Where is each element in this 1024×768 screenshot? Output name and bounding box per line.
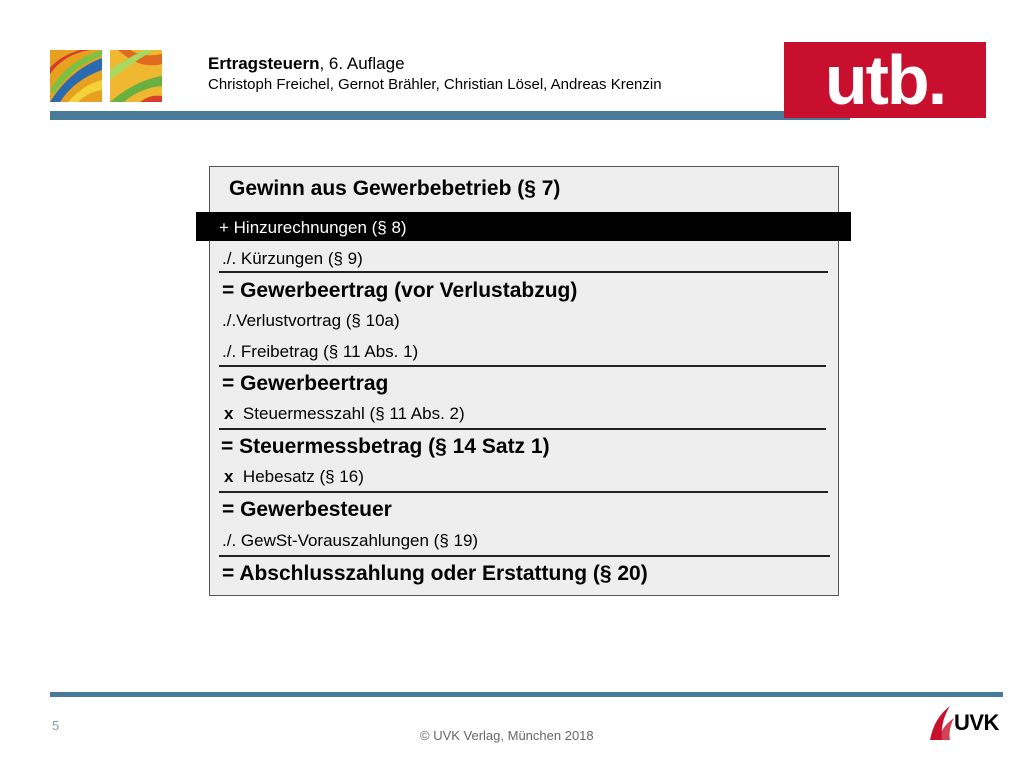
separator-line bbox=[219, 271, 828, 273]
book-authors: Christoph Freichel, Gernot Brähler, Christian Lösel, Andreas Krenzin bbox=[208, 76, 662, 93]
row-steuermessbetrag: = Steuermessbetrag (§ 14 Satz 1) bbox=[221, 435, 550, 458]
row-gewst-vorauszahlungen: ./. GewSt-Vorauszahlungen (§ 19) bbox=[222, 531, 479, 550]
schema-title: Gewinn aus Gewerbebetrieb (§ 7) bbox=[229, 177, 561, 200]
separator-line bbox=[219, 428, 826, 430]
uvk-logo bbox=[928, 704, 1006, 742]
book-edition: , 6. Auflage bbox=[319, 54, 405, 73]
operator-multiply: x bbox=[224, 404, 234, 423]
cover-art-thumbnail-1 bbox=[50, 50, 102, 102]
row-abschlusszahlung: = Abschlusszahlung oder Erstattung (§ 20) bbox=[222, 562, 648, 585]
copyright-notice: © UVK Verlag, München 2018 bbox=[420, 728, 594, 743]
row-verlustvortrag: ./.Verlustvortrag (§ 10a) bbox=[222, 311, 400, 330]
row-hebesatz bbox=[224, 467, 364, 487]
row-steuermesszahl bbox=[224, 404, 465, 424]
book-title: Ertragsteuern bbox=[208, 54, 320, 73]
page-number: 5 bbox=[52, 718, 60, 733]
hebesatz-label: Hebesatz (§ 16) bbox=[242, 467, 364, 486]
row-kuerzungen: ./. Kürzungen (§ 9) bbox=[222, 249, 363, 268]
separator-line bbox=[219, 365, 826, 367]
cover-art-thumbnail-2 bbox=[110, 50, 162, 102]
book-title-line bbox=[208, 54, 405, 74]
row-gewerbesteuer: = Gewerbesteuer bbox=[222, 498, 392, 521]
utb-logo: utb. bbox=[784, 42, 986, 118]
row-hinzurechnungen: + Hinzurechnungen (§ 8) bbox=[219, 218, 407, 237]
header-divider bbox=[50, 111, 850, 120]
row-gewerbeertrag: = Gewerbeertrag bbox=[222, 372, 389, 395]
operator-multiply: x bbox=[224, 467, 234, 486]
separator-line bbox=[219, 491, 828, 493]
steuermesszahl-label: Steuermesszahl (§ 11 Abs. 2) bbox=[242, 404, 465, 423]
separator-line bbox=[219, 555, 830, 557]
row-freibetrag: ./. Freibetrag (§ 11 Abs. 1) bbox=[222, 342, 419, 361]
footer-divider bbox=[50, 692, 1003, 697]
row-gewerbeertrag-vor-verlustabzug: = Gewerbeertrag (vor Verlustabzug) bbox=[222, 279, 578, 302]
uvk-logo-text: UVK bbox=[954, 710, 999, 735]
